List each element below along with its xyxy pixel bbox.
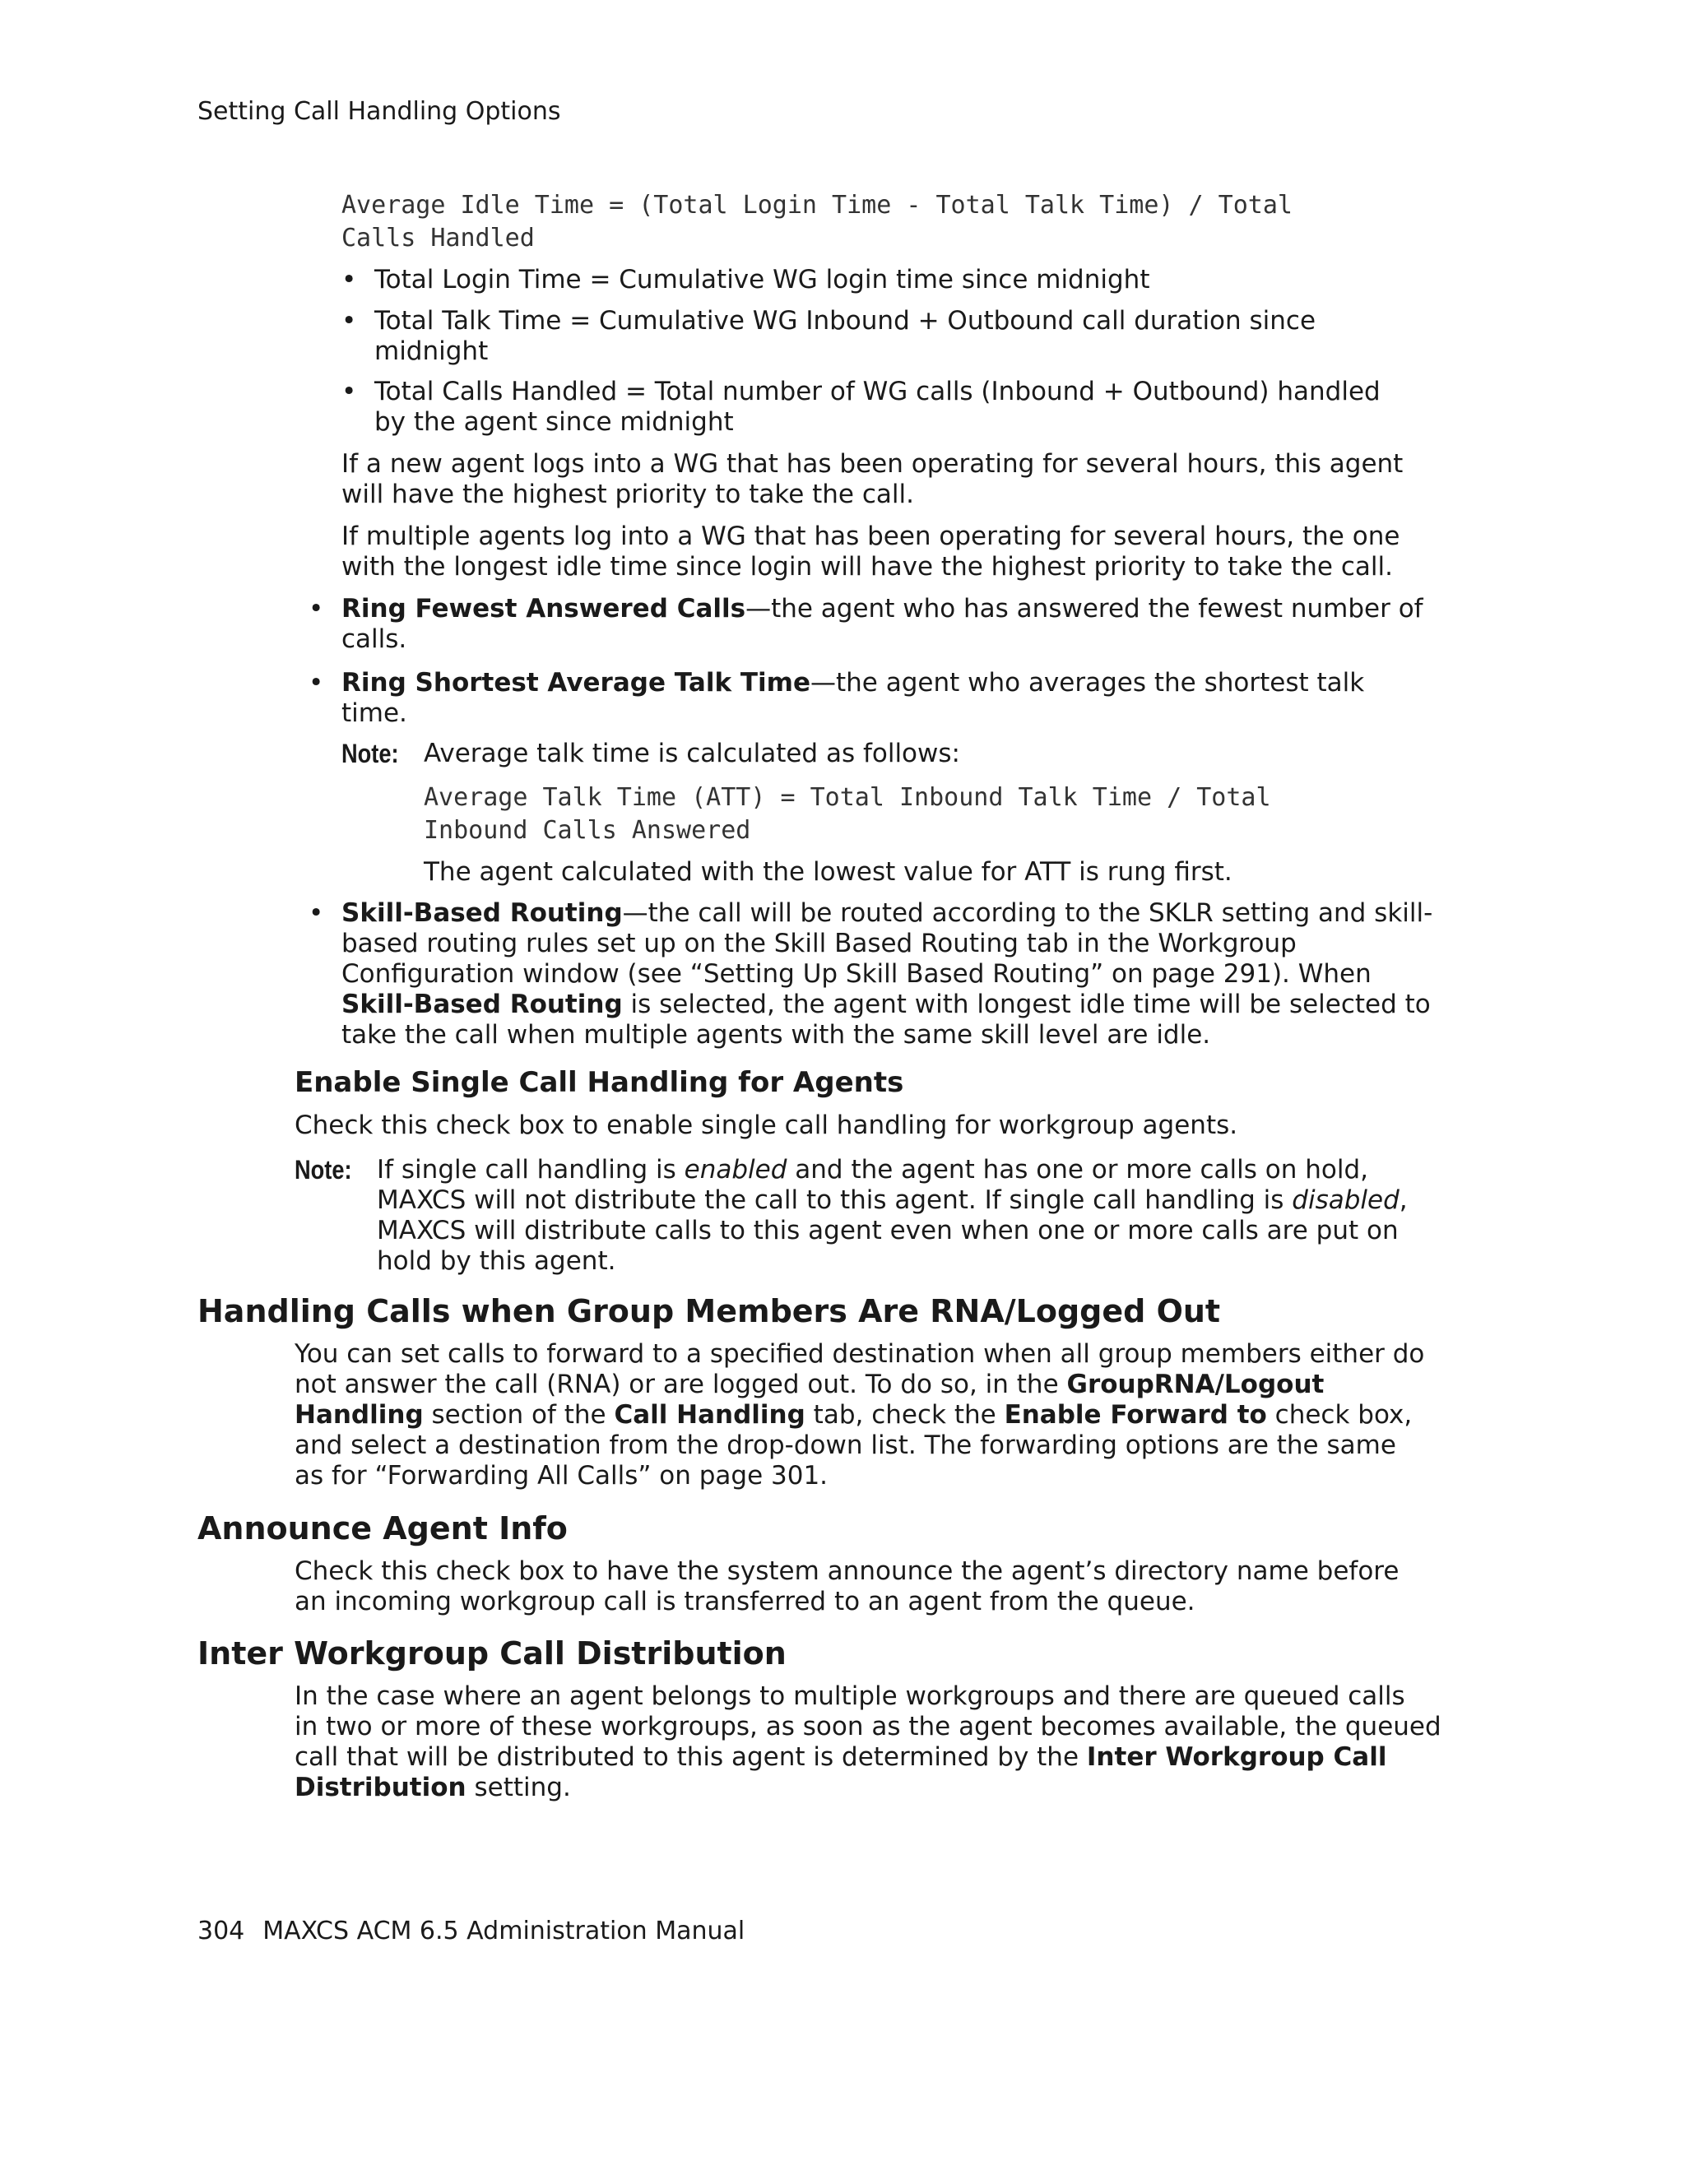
bullet-icon: • (309, 898, 324, 928)
para-line: an incoming workgroup call is transferred to an agent from the queue. (295, 1587, 1195, 1616)
para-line: Check this check box to have the system announce the agent’s directory name before (295, 1556, 1400, 1586)
option-name: Skill-Based Routing (341, 898, 623, 928)
para-line: In the case where an agent belongs to multiple workgroups and there are queued calls (295, 1681, 1405, 1711)
bullet-ring-shortest (309, 668, 1365, 729)
single-call-text: Check this check box to enable single call handling for workgroup agents. (295, 1111, 1238, 1140)
heading-single-call: Enable Single Call Handling for Agents (295, 1066, 904, 1099)
heading-rna: Handling Calls when Group Members Are RNA/Logged Out (197, 1293, 1221, 1329)
bullet-skill-based (309, 898, 1433, 1050)
para-text: check box, (1266, 1400, 1413, 1430)
bullet-icon: • (341, 377, 357, 406)
option-desc: —the agent who averages the shortest talk (810, 668, 1365, 698)
manual-title: MAXCS ACM 6.5 Administration Manual (262, 1917, 745, 1945)
heading-inter-workgroup: Inter Workgroup Call Distribution (197, 1635, 787, 1672)
single-call-note (377, 1155, 1408, 1277)
para-line: If a new agent logs into a WG that has been operating for several hours, this agent (341, 449, 1404, 479)
option-name: Ring Shortest Average Talk Time (341, 668, 810, 698)
note-label: Note: (341, 739, 399, 768)
ui-ref: Inter Workgroup Call (1086, 1742, 1387, 1772)
announce-paragraph (295, 1556, 1399, 1617)
para-text: section of the (423, 1400, 615, 1430)
option-desc: —the call will be routed according to the SKLR setting and skill- (622, 898, 1433, 928)
page-footer (197, 1917, 745, 1945)
para-line: in two or more of these workgroups, as soon as the agent becomes available, the queued (295, 1712, 1441, 1741)
note-emphasis: enabled (684, 1155, 787, 1185)
sub-bullet-line: Total Calls Handled = Total number of WG calls (Inbound + Outbound) handled (374, 377, 1381, 406)
ui-ref: Handling (295, 1400, 424, 1430)
para-text: tab, check the (805, 1400, 1005, 1430)
para-line: If multiple agents log into a WG that has been operating for several hours, the one (341, 522, 1400, 551)
note-text: MAXCS will not distribute the call to this agent. If single call handling is (377, 1185, 1293, 1215)
page-number: 304 (197, 1917, 245, 1945)
option-desc: Configuration window (see “Setting Up Skill Based Routing” on page 291). When (341, 959, 1372, 989)
note-att-after: The agent calculated with the lowest value for ATT is rung first. (424, 857, 1232, 887)
sub-bullet-text: Total Login Time = Cumulative WG login time since midnight (374, 265, 1150, 294)
sub-bullet-calls (341, 377, 1381, 438)
sub-bullet-login (341, 265, 1150, 295)
note-text: , (1399, 1185, 1408, 1215)
sub-bullet-talk (341, 306, 1316, 367)
para-line: You can set calls to forward to a specified destination when all group members either do (295, 1339, 1425, 1369)
note-text: MAXCS will distribute calls to this agent even when one or more calls are put on (377, 1216, 1399, 1245)
note-text: and the agent has one or more calls on hold, (787, 1155, 1368, 1185)
att-formula-line-2: Inbound Calls Answered (424, 816, 751, 845)
option-name: Ring Fewest Answered Calls (341, 594, 746, 624)
para-multiple-agents (341, 522, 1400, 582)
inter-wg-paragraph (295, 1681, 1441, 1803)
note-text: If single call handling is (377, 1155, 685, 1185)
idle-formula-line-2: Calls Handled (341, 224, 535, 253)
bullet-icon: • (341, 306, 357, 336)
idle-formula-line-1: Average Idle Time = (Total Login Time - Total Talk Time) / Total (341, 191, 1293, 220)
ui-ref: Call Handling (614, 1400, 805, 1430)
ui-ref: Distribution (295, 1773, 467, 1802)
para-line: and select a destination from the drop-down list. The forwarding options are the same (295, 1430, 1396, 1460)
option-name: Skill-Based Routing (341, 990, 623, 1019)
bullet-icon: • (341, 265, 357, 294)
para-line: will have the highest priority to take the call. (341, 480, 914, 509)
note-text: hold by this agent. (377, 1246, 616, 1276)
running-header: Setting Call Handling Options (197, 97, 561, 126)
para-line: as for “Forwarding All Calls” on page 301. (295, 1461, 829, 1491)
option-desc: take the call when multiple agents with the same skill level are idle. (341, 1020, 1211, 1050)
sub-bullet-line: by the agent since midnight (374, 407, 734, 437)
heading-announce: Announce Agent Info (197, 1510, 568, 1546)
option-desc: is selected, the agent with longest idle time will be selected to (622, 990, 1431, 1019)
bullet-ring-fewest (309, 594, 1423, 655)
sub-bullet-line: midnight (374, 336, 489, 366)
option-desc: —the agent who has answered the fewest number of (745, 594, 1423, 624)
rna-paragraph (295, 1339, 1424, 1491)
ui-ref: GroupRNA/Logout (1066, 1370, 1325, 1399)
att-formula-line-1: Average Talk Time (ATT) = Total Inbound Talk Time / Total (424, 783, 1271, 812)
option-desc: calls. (341, 624, 407, 654)
note-emphasis: disabled (1292, 1185, 1400, 1215)
para-text: setting. (466, 1773, 571, 1802)
ui-ref: Enable Forward to (1004, 1400, 1267, 1430)
note-att-text: Average talk time is calculated as follows: (424, 739, 960, 768)
para-line: with the longest idle time since login will have the highest priority to take the call. (341, 552, 1393, 582)
para-text: call that will be distributed to this agent is determined by the (295, 1742, 1087, 1772)
bullet-icon: • (309, 594, 324, 624)
sub-bullet-line: Total Talk Time = Cumulative WG Inbound + Outbound call duration since (374, 306, 1316, 336)
option-desc: time. (341, 698, 407, 728)
para-text: not answer the call (RNA) or are logged out. To do so, in the (295, 1370, 1067, 1399)
bullet-icon: • (309, 668, 324, 698)
para-new-agent (341, 449, 1403, 510)
note-label: Note: (295, 1155, 352, 1185)
option-desc: based routing rules set up on the Skill Based Routing tab in the Workgroup (341, 929, 1297, 958)
